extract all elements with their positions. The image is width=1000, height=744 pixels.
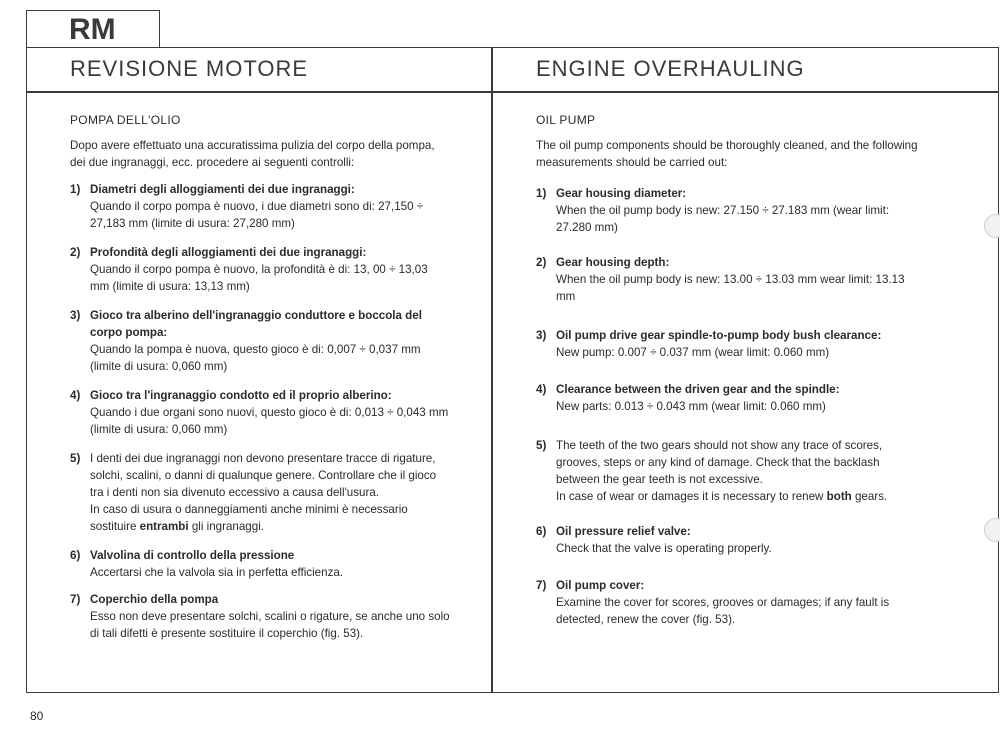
item-number: 3) (70, 309, 81, 322)
list-item (536, 437, 918, 505)
list-item (536, 185, 918, 236)
item-heading: Gioco tra l'ingranaggio condotto ed il proprio alberino: (90, 389, 392, 402)
item-body: Quando la pompa è nuova, questo gioco è di: 0,007 ÷ 0,037 mm (limite di usura: 0,060 mm) (90, 343, 421, 373)
item-body-extra: In caso di usura o danneggiamenti anche minimi è necessario sostituire entrambi gli ingranaggi. (90, 503, 408, 533)
item-body: When the oil pump body is new: 13.00 ÷ 13.03 mm wear limit: 13.13 mm (556, 273, 905, 303)
list-item (70, 181, 450, 232)
item-body: New parts: 0.013 ÷ 0.043 mm (wear limit: 0.060 mm) (556, 400, 826, 413)
item-number: 4) (536, 383, 547, 396)
section-heading: POMPA DELL'OLIO (70, 113, 181, 127)
intro-text: The oil pump components should be thoroughly cleaned, and the following measurements should be carried out: (536, 139, 918, 169)
item-number: 2) (536, 256, 547, 269)
list-item (70, 591, 450, 642)
list-item (536, 577, 918, 628)
column-italian (70, 112, 450, 642)
item-body-extra: In case of wear or damages it is necessary to renew both gears. (556, 490, 888, 503)
item-body: When the oil pump body is new: 27.150 ÷ 27.183 mm (wear limit: 27.280 mm) (556, 204, 890, 234)
item-body: The teeth of the two gears should not show any trace of scores, grooves, steps or any kind of damage. Check that the backlash between the gear teeth is not excessive. (556, 439, 883, 486)
section-heading: OIL PUMP (536, 113, 596, 127)
title-italian: REVISIONE MOTORE (70, 56, 309, 81)
item-body: Examine the cover for scores, grooves or damages; if any fault is detected, renew the cover (fig. 53). (556, 596, 890, 626)
item-number: 6) (70, 549, 81, 562)
item-body: New pump: 0.007 ÷ 0.037 mm (wear limit: 0.060 mm) (556, 346, 830, 359)
item-body: Quando i due organi sono nuovi, questo gioco è di: 0,013 ÷ 0,043 mm (limite di usura: 0,060 mm) (90, 406, 449, 436)
list-item (70, 244, 450, 295)
item-number: 3) (536, 329, 547, 342)
item-heading: Oil pump cover: (556, 579, 645, 592)
item-heading: Clearance between the driven gear and the spindle: (556, 383, 840, 396)
list-item (70, 547, 450, 581)
list-item (536, 254, 918, 305)
item-body: Quando il corpo pompa è nuovo, la profondità è di: 13, 00 ÷ 13,03 mm (limite di usura: 13,13 mm) (90, 263, 428, 293)
section-tag: RM (26, 10, 160, 48)
item-number: 1) (536, 187, 547, 200)
item-body: Check that the valve is operating properly. (556, 542, 772, 555)
list-item (536, 523, 918, 557)
item-heading: Gear housing diameter: (556, 187, 687, 200)
item-heading: Oil pressure relief valve: (556, 525, 691, 538)
item-heading: Oil pump drive gear spindle-to-pump body bush clearance: (556, 329, 882, 342)
item-heading: Profondità degli alloggiamenti dei due ingranaggi: (90, 246, 367, 259)
item-number: 1) (70, 183, 81, 196)
item-heading: Gear housing depth: (556, 256, 670, 269)
header-rule (26, 91, 999, 93)
item-heading: Valvolina di controllo della pressione (90, 549, 295, 562)
list-item (70, 307, 450, 375)
item-number: 5) (536, 439, 547, 452)
item-body: I denti dei due ingranaggi non devono presentare tracce di rigature, solchi, scalini, o danni di qualunque genere. Controllare che il gioco tra i denti non sia divenuto eccessivo a causa dell'usura. (90, 452, 437, 499)
list-item (536, 381, 918, 415)
intro-text: Dopo avere effettuato una accuratissima pulizia del corpo della pompa, dei due ingranaggi, ecc. procedere ai seguenti controlli: (70, 139, 435, 169)
list-item (70, 450, 450, 535)
item-number: 5) (70, 452, 81, 465)
item-body: Quando il corpo pompa è nuovo, i due diametri sono di: 27,150 ÷ 27,183 mm (limite di usura: 27,280 mm) (90, 200, 424, 230)
item-number: 7) (536, 579, 547, 592)
column-english (536, 112, 918, 628)
item-number: 6) (536, 525, 547, 538)
title-english: ENGINE OVERHAULING (536, 56, 805, 81)
list-item (536, 327, 918, 361)
item-number: 2) (70, 246, 81, 259)
page-number: 80 (30, 709, 44, 723)
list-item (70, 387, 450, 438)
item-number: 7) (70, 593, 81, 606)
column-divider (491, 47, 493, 693)
item-heading: Coperchio della pompa (90, 593, 219, 606)
item-heading: Diametri degli alloggiamenti dei due ingranaggi: (90, 183, 355, 196)
emphasis: entrambi (139, 520, 189, 533)
item-number: 4) (70, 389, 81, 402)
item-body: Accertarsi che la valvola sia in perfetta efficienza. (90, 566, 344, 579)
item-body: Esso non deve presentare solchi, scalini o rigature, se anche uno solo di tali difetti è presente sostituire il coperchio (fig. 53). (90, 610, 450, 640)
item-heading: Gioco tra alberino dell'ingranaggio conduttore e boccola del corpo pompa: (90, 309, 422, 339)
emphasis: both (826, 490, 852, 503)
